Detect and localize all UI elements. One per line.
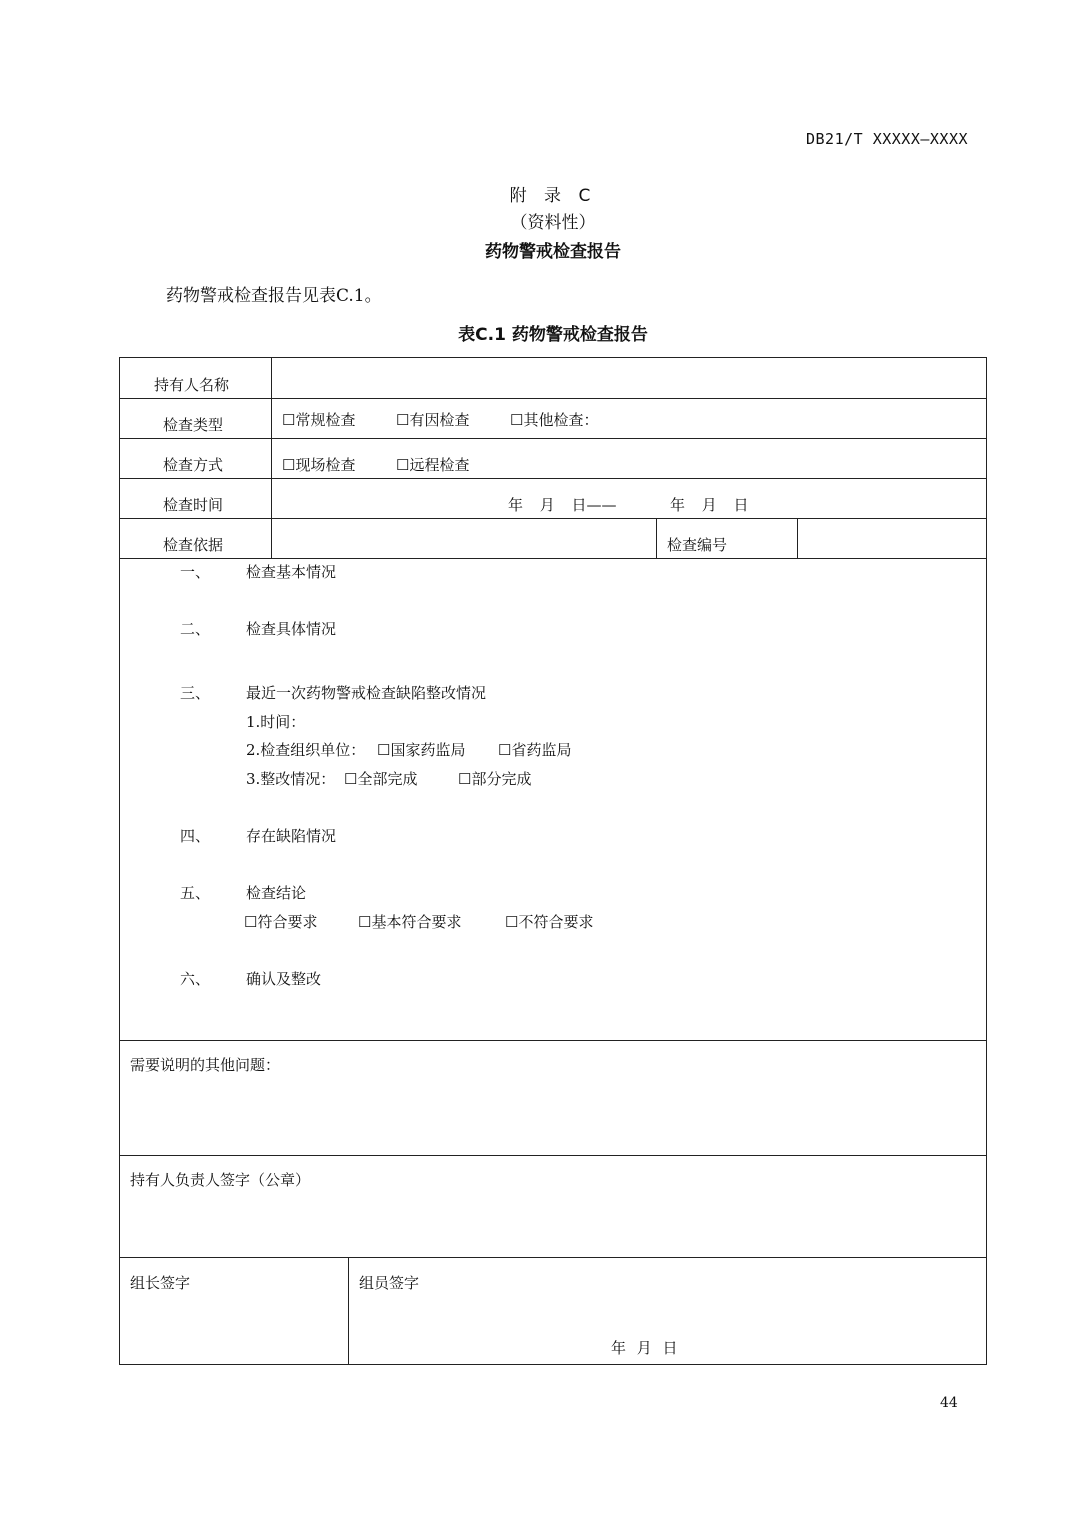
inspection-type-routine-checkbox[interactable]: ☐常规检查 [282, 411, 356, 429]
column-divider [348, 1257, 349, 1364]
org-national-checkbox[interactable]: ☐国家药监局 [377, 741, 466, 759]
row-divider [120, 398, 986, 399]
row-divider [120, 1257, 986, 1258]
section-3-org-prefix: 2.检查组织单位： [246, 741, 366, 759]
standard-code: DB21/T XXXXX—XXXX [806, 130, 969, 148]
rectify-partial-checkbox[interactable]: ☐部分完成 [458, 770, 532, 788]
row-divider [120, 478, 986, 479]
conclusion-compliant-checkbox[interactable]: ☐符合要求 [244, 913, 318, 931]
inspection-type-cause-checkbox[interactable]: ☐有因检查 [396, 411, 470, 429]
section-3-number: 三、 [180, 684, 211, 702]
inspection-basis-label: 检查依据 [163, 536, 224, 554]
section-4-title: 存在缺陷情况 [246, 827, 337, 845]
row-divider [120, 1155, 986, 1156]
inspection-time-start[interactable]: 年 月 日—— [508, 496, 617, 514]
section-3-title: 最近一次药物警戒检查缺陷整改情况 [246, 684, 487, 702]
section-5-title: 检查结论 [246, 884, 307, 902]
section-6-number: 六、 [180, 970, 211, 988]
holder-signature-label: 持有人负责人签字（公章） [130, 1171, 311, 1189]
section-5-number: 五、 [180, 884, 211, 902]
appendix-label: 附 录 C [509, 186, 597, 206]
inspection-number-label: 检查编号 [667, 536, 728, 554]
org-provincial-checkbox[interactable]: ☐省药监局 [498, 741, 572, 759]
section-1-number: 一、 [180, 563, 211, 581]
inspection-type-label: 检查类型 [163, 416, 224, 434]
section-1-title: 检查基本情况 [246, 563, 337, 581]
table-title: 表C.1 药物警戒检查报告 [458, 325, 648, 345]
inspection-report-form [119, 357, 987, 1365]
row-divider [120, 1040, 986, 1041]
inspection-method-remote-checkbox[interactable]: ☐远程检查 [396, 456, 470, 474]
appendix-title: 药物警戒检查报告 [485, 242, 621, 262]
other-issues-label: 需要说明的其他问题： [130, 1056, 281, 1074]
section-3-time: 1.时间： [246, 713, 306, 731]
inspection-type-other-checkbox[interactable]: ☐其他检查： [510, 411, 599, 429]
page-number: 44 [940, 1395, 958, 1411]
appendix-nature: （资料性） [510, 213, 596, 233]
holder-name-label: 持有人名称 [154, 376, 230, 394]
column-divider [656, 518, 657, 558]
rectify-complete-checkbox[interactable]: ☐全部完成 [344, 770, 418, 788]
row-divider [120, 438, 986, 439]
row-divider [120, 518, 986, 519]
team-leader-signature-label: 组长签字 [130, 1274, 191, 1292]
section-2-number: 二、 [180, 620, 211, 638]
column-divider [797, 518, 798, 558]
conclusion-basically-compliant-checkbox[interactable]: ☐基本符合要求 [358, 913, 462, 931]
signature-date: 年 月 日 [611, 1339, 678, 1357]
inspection-time-label: 检查时间 [163, 496, 224, 514]
column-divider [271, 358, 272, 558]
conclusion-noncompliant-checkbox[interactable]: ☐不符合要求 [505, 913, 594, 931]
section-3-rectify-prefix: 3.整改情况： [246, 770, 336, 788]
inspection-time-end[interactable]: 年 月 日 [670, 496, 749, 514]
row-divider [120, 558, 986, 559]
team-member-signature-label: 组员签字 [359, 1274, 420, 1292]
section-2-title: 检查具体情况 [246, 620, 337, 638]
inspection-method-label: 检查方式 [163, 456, 224, 474]
intro-text: 药物警戒检查报告见表C.1。 [166, 286, 382, 306]
section-4-number: 四、 [180, 827, 211, 845]
section-6-title: 确认及整改 [246, 970, 322, 988]
inspection-method-onsite-checkbox[interactable]: ☐现场检查 [282, 456, 356, 474]
